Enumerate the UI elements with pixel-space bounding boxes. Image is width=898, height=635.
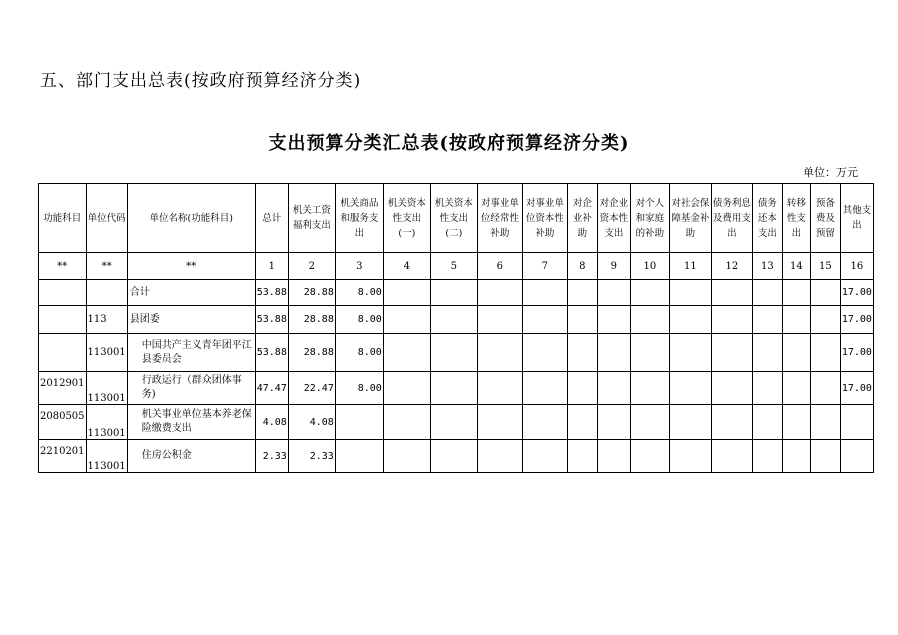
amount-cell: 53.88 <box>255 306 288 334</box>
amount-cell <box>597 280 630 306</box>
amount-cell <box>752 440 782 473</box>
amount-cell <box>522 280 567 306</box>
column-header: 功能科目 <box>39 184 87 253</box>
column-header: 机关工资福利支出 <box>288 184 335 253</box>
amount-cell: 8.00 <box>335 372 383 405</box>
amount-cell <box>810 334 840 372</box>
unit-name-cell: 机关事业单位基本养老保险缴费支出 <box>127 405 255 440</box>
amount-cell <box>669 334 711 372</box>
unit-code-cell: 113 <box>86 306 127 334</box>
amount-cell <box>810 405 840 440</box>
amount-cell <box>430 334 477 372</box>
table-row <box>39 306 874 334</box>
unit-name-cell: 合计 <box>127 280 255 306</box>
amount-cell <box>522 405 567 440</box>
column-header: 其他支出 <box>840 184 873 253</box>
amount-cell <box>383 440 430 473</box>
column-header: 总计 <box>255 184 288 253</box>
amount-cell: 28.88 <box>288 280 335 306</box>
amount-cell <box>711 280 752 306</box>
amount-cell <box>597 334 630 372</box>
amount-cell <box>567 334 597 372</box>
amount-cell <box>567 440 597 473</box>
amount-cell <box>782 280 810 306</box>
amount-cell <box>597 405 630 440</box>
column-header: 单位代码 <box>86 184 127 253</box>
amount-cell <box>840 440 873 473</box>
unit-name-cell: 行政运行（群众团体事务) <box>127 372 255 405</box>
amount-cell <box>567 372 597 405</box>
table-row <box>39 334 874 372</box>
unit-code-cell: 113001 <box>86 372 127 405</box>
amount-cell <box>383 334 430 372</box>
amount-cell <box>430 280 477 306</box>
amount-cell <box>669 280 711 306</box>
amount-cell <box>383 405 430 440</box>
amount-cell <box>567 306 597 334</box>
table-row <box>39 440 874 473</box>
column-index: 7 <box>522 253 567 280</box>
column-index: 6 <box>477 253 522 280</box>
amount-cell <box>567 405 597 440</box>
column-index: 14 <box>782 253 810 280</box>
unit-code-cell <box>86 280 127 306</box>
amount-cell: 8.00 <box>335 306 383 334</box>
amount-cell: 28.88 <box>288 334 335 372</box>
amount-cell <box>430 440 477 473</box>
column-header: 债务利息及费用支出 <box>711 184 752 253</box>
amount-cell <box>477 440 522 473</box>
column-index: 1 <box>255 253 288 280</box>
amount-cell <box>477 372 522 405</box>
column-header: 对事业单位资本性补助 <box>522 184 567 253</box>
column-index: 3 <box>335 253 383 280</box>
column-index: 5 <box>430 253 477 280</box>
function-code-cell <box>39 306 87 334</box>
function-code-cell <box>39 280 87 306</box>
amount-cell <box>430 405 477 440</box>
amount-cell <box>669 372 711 405</box>
expenditure-table <box>38 183 874 473</box>
amount-cell <box>782 334 810 372</box>
column-index: 8 <box>567 253 597 280</box>
column-index: 13 <box>752 253 782 280</box>
amount-cell: 53.88 <box>255 280 288 306</box>
amount-cell <box>630 306 669 334</box>
amount-cell: 53.88 <box>255 334 288 372</box>
amount-cell <box>630 440 669 473</box>
column-index: 12 <box>711 253 752 280</box>
column-index: 10 <box>630 253 669 280</box>
amount-cell: 8.00 <box>335 280 383 306</box>
column-index: ** <box>86 253 127 280</box>
amount-cell <box>810 440 840 473</box>
amount-cell <box>711 440 752 473</box>
column-header: 对企业补助 <box>567 184 597 253</box>
amount-cell <box>630 280 669 306</box>
amount-cell <box>597 372 630 405</box>
column-index: ** <box>127 253 255 280</box>
amount-cell <box>711 372 752 405</box>
amount-cell: 17.00 <box>840 334 873 372</box>
function-code-cell: 2012901 <box>39 372 87 405</box>
column-header: 预备费及预留 <box>810 184 840 253</box>
amount-cell <box>383 280 430 306</box>
amount-cell <box>810 280 840 306</box>
amount-cell <box>782 440 810 473</box>
amount-cell <box>567 280 597 306</box>
amount-cell <box>477 306 522 334</box>
main-title: 支出预算分类汇总表(按政府预算经济分类) <box>268 133 630 154</box>
amount-cell <box>669 405 711 440</box>
amount-cell <box>477 334 522 372</box>
table-row <box>39 280 874 306</box>
function-code-cell: 2210201 <box>39 440 87 473</box>
column-index: ** <box>39 253 87 280</box>
amount-cell <box>782 405 810 440</box>
amount-cell <box>383 306 430 334</box>
amount-cell <box>522 306 567 334</box>
amount-cell <box>752 405 782 440</box>
column-header: 对个人和家庭的补助 <box>630 184 669 253</box>
amount-cell <box>711 405 752 440</box>
amount-cell <box>630 334 669 372</box>
amount-cell: 2.33 <box>288 440 335 473</box>
column-index: 16 <box>840 253 873 280</box>
amount-cell <box>840 405 873 440</box>
amount-cell: 2.33 <box>255 440 288 473</box>
amount-cell <box>752 306 782 334</box>
unit-label: 单位：万元 <box>803 166 858 179</box>
amount-cell: 17.00 <box>840 280 873 306</box>
unit-code-cell: 113001 <box>86 405 127 440</box>
column-header: 对企业资本性支出 <box>597 184 630 253</box>
amount-cell <box>630 405 669 440</box>
column-header: 债务还本支出 <box>752 184 782 253</box>
column-index: 2 <box>288 253 335 280</box>
unit-name-cell: 中国共产主义青年团平江县委员会 <box>127 334 255 372</box>
column-header: 机关商品和服务支出 <box>335 184 383 253</box>
column-header: 机关资本性支出(一) <box>383 184 430 253</box>
amount-cell: 8.00 <box>335 334 383 372</box>
amount-cell <box>752 372 782 405</box>
amount-cell <box>711 306 752 334</box>
amount-cell: 47.47 <box>255 372 288 405</box>
unit-name-cell: 住房公积金 <box>127 440 255 473</box>
index-row <box>39 253 874 280</box>
amount-cell <box>430 306 477 334</box>
amount-cell <box>477 280 522 306</box>
amount-cell <box>522 334 567 372</box>
amount-cell <box>430 372 477 405</box>
amount-cell <box>335 440 383 473</box>
amount-cell <box>669 440 711 473</box>
amount-cell: 17.00 <box>840 306 873 334</box>
amount-cell <box>752 280 782 306</box>
column-index: 11 <box>669 253 711 280</box>
amount-cell: 28.88 <box>288 306 335 334</box>
column-index: 15 <box>810 253 840 280</box>
amount-cell <box>383 372 430 405</box>
amount-cell <box>597 306 630 334</box>
amount-cell <box>335 405 383 440</box>
amount-cell <box>752 334 782 372</box>
amount-cell: 4.08 <box>255 405 288 440</box>
table-body <box>39 184 874 473</box>
amount-cell <box>711 334 752 372</box>
unit-code-cell: 113001 <box>86 440 127 473</box>
function-code-cell: 2080505 <box>39 405 87 440</box>
column-header: 机关资本性支出(二) <box>430 184 477 253</box>
table-row <box>39 405 874 440</box>
amount-cell <box>630 372 669 405</box>
header-row <box>39 184 874 253</box>
amount-cell <box>810 306 840 334</box>
amount-cell <box>522 372 567 405</box>
column-header: 对事业单位经常性补助 <box>477 184 522 253</box>
amount-cell <box>810 372 840 405</box>
amount-cell: 17.00 <box>840 372 873 405</box>
amount-cell <box>477 405 522 440</box>
table-row <box>39 372 874 405</box>
amount-cell <box>597 440 630 473</box>
column-header: 单位名称(功能科目) <box>127 184 255 253</box>
column-index: 4 <box>383 253 430 280</box>
unit-code-cell: 113001 <box>86 334 127 372</box>
function-code-cell <box>39 334 87 372</box>
amount-cell <box>782 372 810 405</box>
amount-cell <box>669 306 711 334</box>
column-header: 对社会保障基金补助 <box>669 184 711 253</box>
amount-cell: 22.47 <box>288 372 335 405</box>
section-title: 五、部门支出总表(按政府预算经济分类) <box>40 71 362 91</box>
column-index: 9 <box>597 253 630 280</box>
column-header: 转移性支出 <box>782 184 810 253</box>
amount-cell: 4.08 <box>288 405 335 440</box>
amount-cell <box>782 306 810 334</box>
unit-name-cell: 县团委 <box>127 306 255 334</box>
amount-cell <box>522 440 567 473</box>
